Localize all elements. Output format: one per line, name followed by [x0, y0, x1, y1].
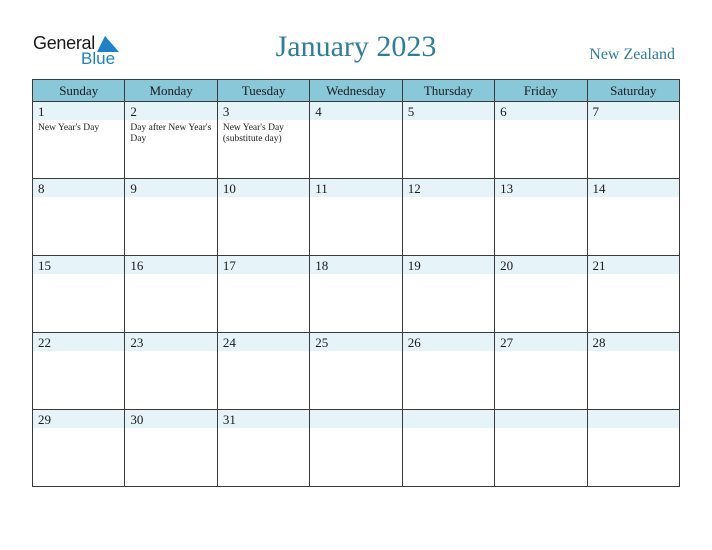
day-cell	[217, 102, 309, 179]
week-row	[33, 102, 680, 179]
holiday-label: New Year's Day	[38, 123, 100, 133]
day-cell	[587, 179, 679, 256]
day-number-band	[310, 102, 401, 120]
day-cell	[587, 410, 679, 487]
weekday-header-row	[33, 80, 680, 102]
day-number-band	[33, 256, 124, 274]
day-number-band	[403, 102, 494, 120]
day-cell	[402, 102, 494, 179]
day-number-band	[33, 333, 124, 351]
day-number: 7	[592, 104, 600, 119]
day-cell	[402, 410, 494, 487]
day-number: 29	[38, 412, 51, 427]
day-number: 17	[222, 258, 236, 273]
day-number: 30	[130, 412, 144, 427]
day-number: 20	[500, 258, 514, 273]
day-number-band	[125, 333, 216, 351]
week-row	[33, 333, 680, 410]
day-cell	[125, 102, 217, 179]
day-cell	[33, 102, 125, 179]
day-number-band	[588, 410, 679, 428]
day-number: 4	[315, 104, 322, 119]
day-number-band	[495, 333, 586, 351]
logo-text-blue: Blue	[81, 49, 116, 68]
day-cell	[402, 333, 494, 410]
day-number-band	[33, 102, 124, 120]
weekday-saturday: Saturday	[587, 80, 679, 102]
day-cell	[495, 102, 587, 179]
day-number-band	[588, 102, 679, 120]
day-number: 26	[407, 335, 421, 350]
day-number-band	[310, 256, 401, 274]
day-number: 21	[592, 258, 606, 273]
day-cell	[125, 410, 217, 487]
day-cell	[495, 179, 587, 256]
day-cell	[33, 333, 125, 410]
day-number: 14	[592, 181, 606, 196]
day-number-band	[403, 179, 494, 197]
day-number: 18	[315, 258, 329, 273]
day-number: 1	[38, 104, 45, 119]
day-number-band	[125, 410, 216, 428]
day-number-band	[33, 179, 124, 197]
day-number: 11	[315, 181, 328, 196]
day-cell	[217, 256, 309, 333]
day-number: 10	[222, 181, 236, 196]
day-cell	[587, 256, 679, 333]
day-number-band	[495, 410, 586, 428]
calendar-body	[33, 102, 680, 487]
weekday-friday: Friday	[495, 80, 587, 102]
day-number-band	[218, 179, 309, 197]
week-row	[33, 256, 680, 333]
day-cell	[310, 179, 402, 256]
holiday-label: Day after New Year's Day	[130, 123, 212, 144]
day-number: 5	[407, 104, 415, 119]
day-number: 22	[38, 335, 51, 350]
day-number-band	[403, 410, 494, 428]
month-calendar	[32, 79, 680, 487]
day-number: 13	[500, 181, 514, 196]
day-cell	[310, 102, 402, 179]
day-cell	[402, 179, 494, 256]
day-number-band	[218, 410, 309, 428]
weekday-thursday: Thursday	[402, 80, 494, 102]
day-number: 12	[407, 181, 421, 196]
day-cell	[217, 333, 309, 410]
day-number-band	[218, 333, 309, 351]
day-number-band	[125, 102, 216, 120]
day-number-band	[588, 333, 679, 351]
day-number	[495, 410, 586, 412]
day-number-band	[125, 256, 216, 274]
day-number: 9	[130, 181, 137, 196]
day-number-band	[588, 179, 679, 197]
day-number: 16	[130, 258, 144, 273]
day-cell	[495, 410, 587, 487]
day-number: 24	[222, 335, 236, 350]
day-number: 8	[38, 181, 45, 196]
country-label: New Zealand	[589, 46, 675, 63]
day-number: 3	[222, 104, 230, 119]
day-cell	[33, 410, 125, 487]
week-row	[33, 179, 680, 256]
day-number: 27	[500, 335, 514, 350]
day-number: 23	[130, 335, 144, 350]
day-cell	[402, 256, 494, 333]
day-cell	[495, 333, 587, 410]
day-cell	[125, 256, 217, 333]
day-cell	[587, 102, 679, 179]
day-number-band	[33, 410, 124, 428]
day-number: 19	[407, 258, 421, 273]
day-cell	[217, 410, 309, 487]
day-number-band	[125, 179, 216, 197]
day-cell	[33, 179, 125, 256]
day-cell	[310, 333, 402, 410]
weekday-wednesday: Wednesday	[310, 80, 402, 102]
day-cell	[125, 179, 217, 256]
day-number	[310, 410, 401, 412]
calendar-title: January 2023	[275, 30, 437, 63]
day-number-band	[495, 102, 586, 120]
day-number-band	[218, 102, 309, 120]
day-number: 25	[315, 335, 329, 350]
day-number: 28	[592, 335, 606, 350]
logo-text-general: General	[33, 33, 95, 53]
day-cell	[217, 179, 309, 256]
day-number: 2	[130, 104, 137, 119]
weekday-sunday: Sunday	[33, 80, 125, 102]
day-cell	[495, 256, 587, 333]
day-number: 31	[222, 412, 236, 427]
weekday-tuesday: Tuesday	[217, 80, 309, 102]
day-number: 6	[500, 104, 507, 119]
day-cell	[33, 256, 125, 333]
day-cell	[125, 333, 217, 410]
day-number	[588, 410, 679, 412]
day-number: 15	[38, 258, 51, 273]
day-number-band	[310, 179, 401, 197]
day-number-band	[218, 256, 309, 274]
week-row	[33, 410, 680, 487]
day-cell	[587, 333, 679, 410]
day-number-band	[495, 256, 586, 274]
weekday-monday: Monday	[125, 80, 217, 102]
day-number	[403, 410, 494, 412]
day-cell	[310, 410, 402, 487]
day-number-band	[403, 333, 494, 351]
day-cell	[310, 256, 402, 333]
day-number-band	[310, 410, 401, 428]
day-number-band	[310, 333, 401, 351]
day-number-band	[495, 179, 586, 197]
holiday-label: New Year's Day (substitute day)	[222, 123, 284, 144]
day-number-band	[588, 256, 679, 274]
day-number-band	[403, 256, 494, 274]
